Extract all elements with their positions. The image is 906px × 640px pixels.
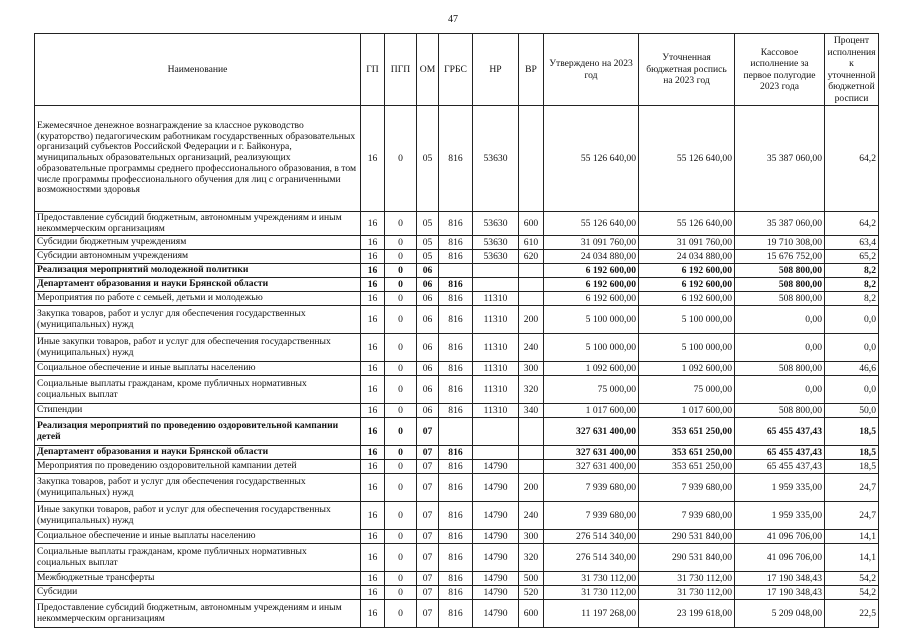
cell-percent: 54,2 bbox=[825, 586, 879, 600]
cell-gp: 16 bbox=[361, 106, 385, 212]
cell-om: 06 bbox=[417, 264, 439, 278]
cell-om: 07 bbox=[417, 446, 439, 460]
cell-approved: 6 192 600,00 bbox=[544, 264, 639, 278]
cell-percent: 14,1 bbox=[825, 530, 879, 544]
header-ppgp: ПГП bbox=[385, 34, 417, 106]
table-row bbox=[35, 544, 879, 572]
cell-grbs: 816 bbox=[439, 250, 473, 264]
cell-gp: 16 bbox=[361, 404, 385, 418]
cell-percent: 50,0 bbox=[825, 404, 879, 418]
cell-gp: 16 bbox=[361, 278, 385, 292]
cell-executed: 17 190 348,43 bbox=[735, 572, 825, 586]
cell-ppgp: 0 bbox=[385, 502, 417, 530]
cell-np: 11310 bbox=[473, 376, 519, 404]
cell-executed: 5 209 048,00 bbox=[735, 600, 825, 628]
cell-np: 14790 bbox=[473, 572, 519, 586]
table-row bbox=[35, 292, 879, 306]
cell-updated: 55 126 640,00 bbox=[639, 212, 735, 236]
cell-percent: 24,7 bbox=[825, 502, 879, 530]
cell-np: 14790 bbox=[473, 460, 519, 474]
cell-name: Предоставление субсидий бюджетным, автономным учреждениям и иным некоммерческим организациям bbox=[35, 600, 361, 628]
table-row bbox=[35, 446, 879, 460]
cell-executed: 508 800,00 bbox=[735, 362, 825, 376]
cell-vr: 320 bbox=[519, 544, 544, 572]
cell-vr bbox=[519, 264, 544, 278]
cell-executed: 35 387 060,00 bbox=[735, 106, 825, 212]
cell-percent: 0,0 bbox=[825, 334, 879, 362]
table-row bbox=[35, 572, 879, 586]
cell-gp: 16 bbox=[361, 236, 385, 250]
cell-gp: 16 bbox=[361, 292, 385, 306]
cell-approved: 276 514 340,00 bbox=[544, 530, 639, 544]
cell-percent: 64,2 bbox=[825, 106, 879, 212]
cell-updated: 290 531 840,00 bbox=[639, 544, 735, 572]
cell-ppgp: 0 bbox=[385, 292, 417, 306]
table-row bbox=[35, 530, 879, 544]
cell-updated: 23 199 618,00 bbox=[639, 600, 735, 628]
cell-grbs: 816 bbox=[439, 544, 473, 572]
cell-om: 05 bbox=[417, 236, 439, 250]
table-row bbox=[35, 212, 879, 236]
cell-vr: 610 bbox=[519, 236, 544, 250]
cell-approved: 7 939 680,00 bbox=[544, 474, 639, 502]
cell-approved: 31 091 760,00 bbox=[544, 236, 639, 250]
table-row bbox=[35, 264, 879, 278]
cell-ppgp: 0 bbox=[385, 236, 417, 250]
cell-grbs: 816 bbox=[439, 404, 473, 418]
cell-np: 11310 bbox=[473, 404, 519, 418]
cell-ppgp: 0 bbox=[385, 474, 417, 502]
cell-ppgp: 0 bbox=[385, 446, 417, 460]
header-name: Наименование bbox=[35, 34, 361, 106]
cell-np: 14790 bbox=[473, 600, 519, 628]
cell-percent: 8,2 bbox=[825, 264, 879, 278]
cell-name: Субсидии bbox=[35, 586, 361, 600]
cell-approved: 75 000,00 bbox=[544, 376, 639, 404]
cell-om: 06 bbox=[417, 306, 439, 334]
cell-updated: 1 092 600,00 bbox=[639, 362, 735, 376]
cell-om: 05 bbox=[417, 106, 439, 212]
cell-om: 06 bbox=[417, 404, 439, 418]
cell-np: 53630 bbox=[473, 236, 519, 250]
cell-updated: 24 034 880,00 bbox=[639, 250, 735, 264]
cell-updated: 6 192 600,00 bbox=[639, 264, 735, 278]
table-row bbox=[35, 586, 879, 600]
cell-percent: 0,0 bbox=[825, 306, 879, 334]
cell-executed: 1 959 335,00 bbox=[735, 474, 825, 502]
header-np: НР bbox=[473, 34, 519, 106]
header-approved: Утверждено на 2023 год bbox=[544, 34, 639, 106]
cell-np bbox=[473, 418, 519, 446]
cell-grbs: 816 bbox=[439, 586, 473, 600]
cell-grbs: 816 bbox=[439, 502, 473, 530]
cell-executed: 1 959 335,00 bbox=[735, 502, 825, 530]
table-row bbox=[35, 418, 879, 446]
cell-grbs: 816 bbox=[439, 292, 473, 306]
cell-approved: 31 730 112,00 bbox=[544, 586, 639, 600]
cell-approved: 1 092 600,00 bbox=[544, 362, 639, 376]
cell-approved: 327 631 400,00 bbox=[544, 418, 639, 446]
cell-grbs: 816 bbox=[439, 572, 473, 586]
header-executed: Кассовое исполнение за первое полугодие 2023 года bbox=[735, 34, 825, 106]
cell-ppgp: 0 bbox=[385, 530, 417, 544]
cell-grbs: 816 bbox=[439, 212, 473, 236]
cell-percent: 63,4 bbox=[825, 236, 879, 250]
cell-executed: 35 387 060,00 bbox=[735, 212, 825, 236]
header-updated: Уточненная бюджетная роспись на 2023 год bbox=[639, 34, 735, 106]
cell-gp: 16 bbox=[361, 334, 385, 362]
cell-executed: 0,00 bbox=[735, 376, 825, 404]
cell-name: Закупка товаров, работ и услуг для обеспечения государственных (муниципальных) нужд bbox=[35, 474, 361, 502]
cell-np: 11310 bbox=[473, 292, 519, 306]
cell-ppgp: 0 bbox=[385, 460, 417, 474]
cell-om: 07 bbox=[417, 418, 439, 446]
cell-np: 11310 bbox=[473, 334, 519, 362]
cell-approved: 5 100 000,00 bbox=[544, 306, 639, 334]
table-body bbox=[35, 106, 879, 628]
cell-np: 11310 bbox=[473, 362, 519, 376]
cell-gp: 16 bbox=[361, 544, 385, 572]
table-row bbox=[35, 362, 879, 376]
cell-name: Субсидии автономным учреждениям bbox=[35, 250, 361, 264]
header-om: ОМ bbox=[417, 34, 439, 106]
cell-approved: 276 514 340,00 bbox=[544, 544, 639, 572]
cell-gp: 16 bbox=[361, 446, 385, 460]
cell-executed: 508 800,00 bbox=[735, 404, 825, 418]
cell-updated: 1 017 600,00 bbox=[639, 404, 735, 418]
cell-vr bbox=[519, 418, 544, 446]
cell-grbs bbox=[439, 264, 473, 278]
cell-percent: 18,5 bbox=[825, 460, 879, 474]
header-percent: Процент исполнения к уточненной бюджетной росписи bbox=[825, 34, 879, 106]
table-row bbox=[35, 278, 879, 292]
cell-np: 14790 bbox=[473, 530, 519, 544]
cell-om: 07 bbox=[417, 502, 439, 530]
cell-approved: 6 192 600,00 bbox=[544, 278, 639, 292]
cell-vr bbox=[519, 446, 544, 460]
cell-ppgp: 0 bbox=[385, 106, 417, 212]
cell-executed: 0,00 bbox=[735, 334, 825, 362]
cell-executed: 17 190 348,43 bbox=[735, 586, 825, 600]
cell-executed: 0,00 bbox=[735, 306, 825, 334]
cell-ppgp: 0 bbox=[385, 418, 417, 446]
cell-updated: 5 100 000,00 bbox=[639, 306, 735, 334]
cell-percent: 22,5 bbox=[825, 600, 879, 628]
cell-gp: 16 bbox=[361, 306, 385, 334]
cell-percent: 8,2 bbox=[825, 292, 879, 306]
cell-vr: 520 bbox=[519, 586, 544, 600]
cell-grbs: 816 bbox=[439, 278, 473, 292]
cell-gp: 16 bbox=[361, 212, 385, 236]
cell-vr: 300 bbox=[519, 530, 544, 544]
header-row bbox=[35, 34, 879, 106]
table-row bbox=[35, 236, 879, 250]
cell-np bbox=[473, 264, 519, 278]
cell-om: 07 bbox=[417, 530, 439, 544]
budget-table bbox=[34, 33, 879, 628]
cell-updated: 31 730 112,00 bbox=[639, 586, 735, 600]
cell-name: Мероприятия по проведению оздоровительной кампании детей bbox=[35, 460, 361, 474]
cell-name: Реализация мероприятий молодежной политики bbox=[35, 264, 361, 278]
cell-updated: 31 730 112,00 bbox=[639, 572, 735, 586]
cell-percent: 64,2 bbox=[825, 212, 879, 236]
cell-updated: 75 000,00 bbox=[639, 376, 735, 404]
cell-gp: 16 bbox=[361, 250, 385, 264]
cell-grbs: 816 bbox=[439, 376, 473, 404]
cell-om: 07 bbox=[417, 544, 439, 572]
cell-np: 53630 bbox=[473, 212, 519, 236]
cell-vr: 320 bbox=[519, 376, 544, 404]
cell-executed: 65 455 437,43 bbox=[735, 446, 825, 460]
cell-np: 53630 bbox=[473, 250, 519, 264]
cell-gp: 16 bbox=[361, 474, 385, 502]
cell-name: Социальное обеспечение и иные выплаты населению bbox=[35, 530, 361, 544]
cell-executed: 508 800,00 bbox=[735, 264, 825, 278]
cell-name: Социальные выплаты гражданам, кроме публичных нормативных социальных выплат bbox=[35, 544, 361, 572]
cell-grbs: 816 bbox=[439, 236, 473, 250]
cell-approved: 327 631 400,00 bbox=[544, 460, 639, 474]
cell-gp: 16 bbox=[361, 600, 385, 628]
cell-om: 06 bbox=[417, 292, 439, 306]
cell-approved: 11 197 268,00 bbox=[544, 600, 639, 628]
cell-om: 07 bbox=[417, 460, 439, 474]
cell-vr: 500 bbox=[519, 572, 544, 586]
cell-grbs: 816 bbox=[439, 334, 473, 362]
cell-grbs: 816 bbox=[439, 362, 473, 376]
cell-name: Межбюджетные трансферты bbox=[35, 572, 361, 586]
cell-om: 06 bbox=[417, 376, 439, 404]
cell-updated: 5 100 000,00 bbox=[639, 334, 735, 362]
cell-vr: 340 bbox=[519, 404, 544, 418]
cell-updated: 7 939 680,00 bbox=[639, 474, 735, 502]
cell-updated: 55 126 640,00 bbox=[639, 106, 735, 212]
cell-updated: 6 192 600,00 bbox=[639, 278, 735, 292]
cell-om: 05 bbox=[417, 212, 439, 236]
cell-np: 14790 bbox=[473, 502, 519, 530]
cell-updated: 6 192 600,00 bbox=[639, 292, 735, 306]
cell-grbs: 816 bbox=[439, 460, 473, 474]
table-row bbox=[35, 474, 879, 502]
cell-vr bbox=[519, 292, 544, 306]
cell-om: 07 bbox=[417, 474, 439, 502]
cell-executed: 65 455 437,43 bbox=[735, 460, 825, 474]
cell-updated: 290 531 840,00 bbox=[639, 530, 735, 544]
cell-approved: 5 100 000,00 bbox=[544, 334, 639, 362]
cell-vr bbox=[519, 278, 544, 292]
cell-ppgp: 0 bbox=[385, 404, 417, 418]
cell-ppgp: 0 bbox=[385, 544, 417, 572]
cell-ppgp: 0 bbox=[385, 572, 417, 586]
cell-name: Ежемесячное денежное вознаграждение за классное руководство (кураторство) педагогическим работникам государственных образовательных организаций субъектов Российской Федерации и г. Байконура, муниципальных образовательных организаций, реализующих образовательные программы среднего профессионального образования, в том числе программы профессионального обучения для лиц с ограниченными возможностями здоровья bbox=[35, 106, 361, 212]
cell-updated: 353 651 250,00 bbox=[639, 446, 735, 460]
cell-gp: 16 bbox=[361, 362, 385, 376]
cell-np: 14790 bbox=[473, 474, 519, 502]
cell-gp: 16 bbox=[361, 530, 385, 544]
cell-ppgp: 0 bbox=[385, 334, 417, 362]
cell-name: Закупка товаров, работ и услуг для обеспечения государственных (муниципальных) нужд bbox=[35, 306, 361, 334]
cell-percent: 18,5 bbox=[825, 446, 879, 460]
cell-vr: 200 bbox=[519, 474, 544, 502]
cell-gp: 16 bbox=[361, 264, 385, 278]
cell-approved: 55 126 640,00 bbox=[544, 212, 639, 236]
cell-approved: 55 126 640,00 bbox=[544, 106, 639, 212]
table-row bbox=[35, 404, 879, 418]
cell-approved: 1 017 600,00 bbox=[544, 404, 639, 418]
cell-grbs: 816 bbox=[439, 474, 473, 502]
cell-ppgp: 0 bbox=[385, 250, 417, 264]
cell-vr: 300 bbox=[519, 362, 544, 376]
cell-vr: 240 bbox=[519, 502, 544, 530]
cell-om: 07 bbox=[417, 600, 439, 628]
table-row bbox=[35, 460, 879, 474]
cell-ppgp: 0 bbox=[385, 600, 417, 628]
cell-np: 14790 bbox=[473, 586, 519, 600]
cell-np: 53630 bbox=[473, 106, 519, 212]
cell-vr: 620 bbox=[519, 250, 544, 264]
table-row bbox=[35, 600, 879, 628]
cell-vr bbox=[519, 106, 544, 212]
cell-percent: 18,5 bbox=[825, 418, 879, 446]
cell-gp: 16 bbox=[361, 460, 385, 474]
cell-ppgp: 0 bbox=[385, 306, 417, 334]
cell-np bbox=[473, 278, 519, 292]
cell-grbs: 816 bbox=[439, 306, 473, 334]
cell-gp: 16 bbox=[361, 376, 385, 404]
cell-grbs bbox=[439, 418, 473, 446]
cell-executed: 41 096 706,00 bbox=[735, 530, 825, 544]
cell-updated: 353 651 250,00 bbox=[639, 418, 735, 446]
cell-percent: 65,2 bbox=[825, 250, 879, 264]
cell-ppgp: 0 bbox=[385, 586, 417, 600]
cell-om: 06 bbox=[417, 334, 439, 362]
cell-approved: 6 192 600,00 bbox=[544, 292, 639, 306]
cell-om: 05 bbox=[417, 250, 439, 264]
cell-percent: 54,2 bbox=[825, 572, 879, 586]
cell-name: Социальные выплаты гражданам, кроме публичных нормативных социальных выплат bbox=[35, 376, 361, 404]
table-row bbox=[35, 376, 879, 404]
table-row bbox=[35, 334, 879, 362]
cell-vr: 240 bbox=[519, 334, 544, 362]
cell-np bbox=[473, 446, 519, 460]
cell-vr: 200 bbox=[519, 306, 544, 334]
cell-name: Предоставление субсидий бюджетным, автономным учреждениям и иным некоммерческим организациям bbox=[35, 212, 361, 236]
cell-approved: 24 034 880,00 bbox=[544, 250, 639, 264]
page-number: 47 bbox=[448, 14, 458, 25]
cell-executed: 65 455 437,43 bbox=[735, 418, 825, 446]
cell-ppgp: 0 bbox=[385, 362, 417, 376]
cell-updated: 7 939 680,00 bbox=[639, 502, 735, 530]
cell-percent: 0,0 bbox=[825, 376, 879, 404]
cell-updated: 31 091 760,00 bbox=[639, 236, 735, 250]
cell-name: Субсидии бюджетным учреждениям bbox=[35, 236, 361, 250]
cell-name: Социальное обеспечение и иные выплаты населению bbox=[35, 362, 361, 376]
cell-percent: 24,7 bbox=[825, 474, 879, 502]
table-row bbox=[35, 502, 879, 530]
cell-grbs: 816 bbox=[439, 600, 473, 628]
cell-om: 06 bbox=[417, 362, 439, 376]
cell-np: 14790 bbox=[473, 544, 519, 572]
cell-updated: 353 651 250,00 bbox=[639, 460, 735, 474]
cell-percent: 46,6 bbox=[825, 362, 879, 376]
cell-gp: 16 bbox=[361, 572, 385, 586]
table-row bbox=[35, 250, 879, 264]
cell-percent: 8,2 bbox=[825, 278, 879, 292]
cell-name: Реализация мероприятий по проведению оздоровительной кампании детей bbox=[35, 418, 361, 446]
cell-executed: 508 800,00 bbox=[735, 278, 825, 292]
cell-executed: 19 710 308,00 bbox=[735, 236, 825, 250]
cell-gp: 16 bbox=[361, 418, 385, 446]
cell-gp: 16 bbox=[361, 502, 385, 530]
cell-grbs: 816 bbox=[439, 446, 473, 460]
table-row bbox=[35, 106, 879, 212]
table-row bbox=[35, 306, 879, 334]
cell-name: Департамент образования и науки Брянской области bbox=[35, 278, 361, 292]
cell-vr: 600 bbox=[519, 600, 544, 628]
cell-executed: 508 800,00 bbox=[735, 292, 825, 306]
cell-om: 07 bbox=[417, 572, 439, 586]
cell-executed: 15 676 752,00 bbox=[735, 250, 825, 264]
cell-approved: 327 631 400,00 bbox=[544, 446, 639, 460]
cell-om: 07 bbox=[417, 586, 439, 600]
header-grbs: ГРБС bbox=[439, 34, 473, 106]
header-vr: ВР bbox=[519, 34, 544, 106]
cell-grbs: 816 bbox=[439, 106, 473, 212]
cell-name: Иные закупки товаров, работ и услуг для обеспечения государственных (муниципальных) нужд bbox=[35, 502, 361, 530]
cell-vr bbox=[519, 460, 544, 474]
cell-np: 11310 bbox=[473, 306, 519, 334]
cell-name: Иные закупки товаров, работ и услуг для обеспечения государственных (муниципальных) нужд bbox=[35, 334, 361, 362]
cell-grbs: 816 bbox=[439, 530, 473, 544]
cell-percent: 14,1 bbox=[825, 544, 879, 572]
cell-om: 06 bbox=[417, 278, 439, 292]
cell-name: Стипендии bbox=[35, 404, 361, 418]
cell-name: Мероприятия по работе с семьей, детьми и молодежью bbox=[35, 292, 361, 306]
cell-ppgp: 0 bbox=[385, 376, 417, 404]
cell-executed: 41 096 706,00 bbox=[735, 544, 825, 572]
cell-approved: 7 939 680,00 bbox=[544, 502, 639, 530]
cell-ppgp: 0 bbox=[385, 212, 417, 236]
cell-vr: 600 bbox=[519, 212, 544, 236]
cell-approved: 31 730 112,00 bbox=[544, 572, 639, 586]
cell-ppgp: 0 bbox=[385, 264, 417, 278]
cell-name: Департамент образования и науки Брянской области bbox=[35, 446, 361, 460]
cell-ppgp: 0 bbox=[385, 278, 417, 292]
cell-gp: 16 bbox=[361, 586, 385, 600]
header-gp: ГП bbox=[361, 34, 385, 106]
